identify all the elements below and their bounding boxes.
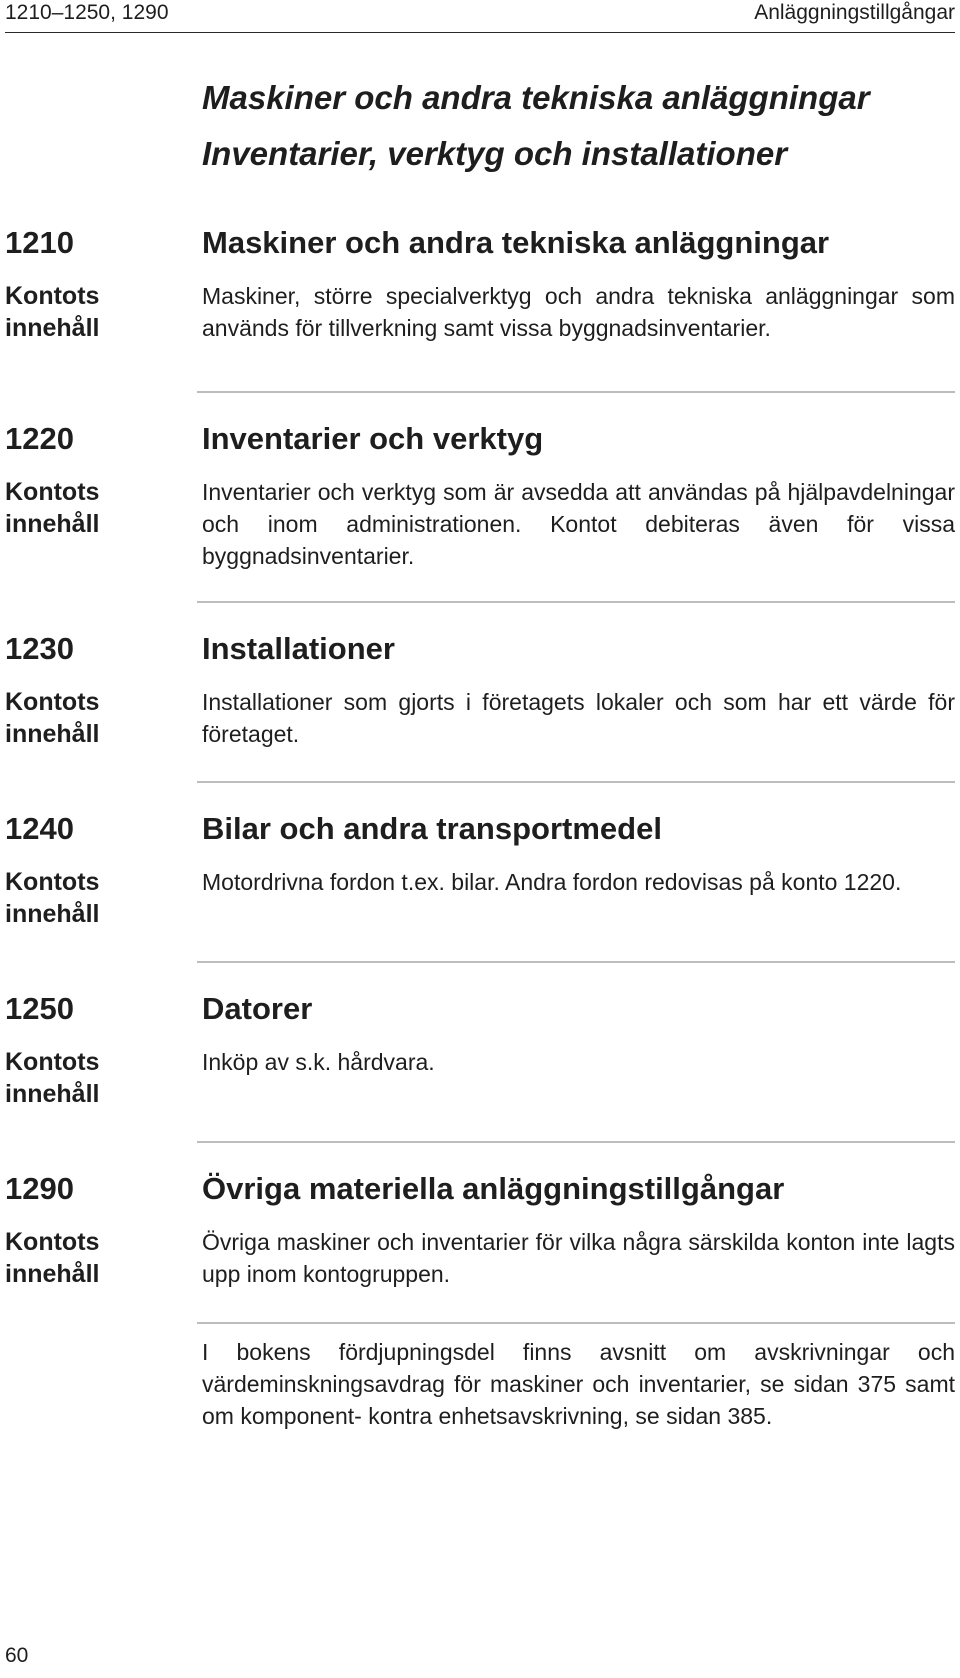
- account-description: Inventarier och verktyg som är avsedda att användas på hjälpavdelningar och inom administrationen. Kontot debiteras även för vissa byggnadsinventarier.: [202, 479, 955, 569]
- label-line-2: innehåll: [5, 1260, 100, 1288]
- label-line-2: innehåll: [5, 900, 100, 928]
- page-number: 60: [5, 1644, 29, 1667]
- account-number: 1230: [5, 631, 74, 666]
- account-title: Inventarier och verktyg: [202, 421, 544, 456]
- section-divider: [197, 961, 955, 963]
- account-title: Maskiner och andra tekniska anläggningar: [202, 225, 830, 260]
- account-contents-label: [5, 1046, 185, 1110]
- account-description: Inköp av s.k. hårdvara.: [202, 1049, 435, 1075]
- label-line-2: innehåll: [5, 720, 100, 748]
- intro-heading: [202, 70, 942, 182]
- label-line-1: Kontots: [5, 478, 100, 506]
- account-description: Motordrivna fordon t.ex. bilar. Andra fordon redovisas på konto 1220.: [202, 869, 902, 895]
- account-contents-label: [5, 280, 185, 344]
- account-contents-label: [5, 866, 185, 930]
- label-line-1: Kontots: [5, 282, 100, 310]
- account-title: Övriga materiella anläggningstillgångar: [202, 1171, 785, 1206]
- account-number: 1290: [5, 1171, 74, 1206]
- account-title: Installationer: [202, 631, 395, 666]
- intro-heading-line-1: Maskiner och andra tekniska anläggningar: [202, 79, 870, 116]
- account-number: 1210: [5, 225, 74, 260]
- section-divider: [197, 391, 955, 393]
- reference-note: I bokens fördjupningsdel finns avsnitt om avskrivningar och värdeminskningsavdrag för maskiner och inventarier, se sidan 375 samt om komponent- kontra enhetsavskrivning, se sidan 385.: [202, 1339, 955, 1429]
- account-description: Maskiner, större specialverktyg och andra tekniska anläggningar som används för tillverkning samt vissa byggnadsinventarier.: [202, 283, 955, 341]
- label-line-2: innehåll: [5, 314, 100, 342]
- section-divider: [197, 1141, 955, 1143]
- section-divider: [197, 1322, 955, 1324]
- account-title: Bilar och andra transportmedel: [202, 811, 662, 846]
- account-number: 1250: [5, 991, 74, 1026]
- intro-heading-line-2: Inventarier, verktyg och installationer: [202, 135, 788, 172]
- section-divider: [197, 601, 955, 603]
- account-number: 1220: [5, 421, 74, 456]
- section-divider: [197, 781, 955, 783]
- account-contents-label: [5, 686, 185, 750]
- label-line-2: innehåll: [5, 510, 100, 538]
- account-contents-label: [5, 476, 185, 540]
- label-line-2: innehåll: [5, 1080, 100, 1108]
- running-header: [5, 0, 955, 33]
- label-line-1: Kontots: [5, 1048, 100, 1076]
- label-line-1: Kontots: [5, 688, 100, 716]
- label-line-1: Kontots: [5, 1228, 100, 1256]
- account-description: Övriga maskiner och inventarier för vilka några särskilda konton inte lagts upp inom kontogruppen.: [202, 1229, 955, 1287]
- account-contents-label: [5, 1226, 185, 1290]
- account-description: Installationer som gjorts i företagets lokaler och som har ett värde för företaget.: [202, 689, 955, 747]
- account-title: Datorer: [202, 991, 313, 1026]
- header-chapter-title: Anläggningstillgångar: [754, 1, 955, 24]
- header-account-range: 1210–1250, 1290: [5, 1, 169, 24]
- label-line-1: Kontots: [5, 868, 100, 896]
- account-number: 1240: [5, 811, 74, 846]
